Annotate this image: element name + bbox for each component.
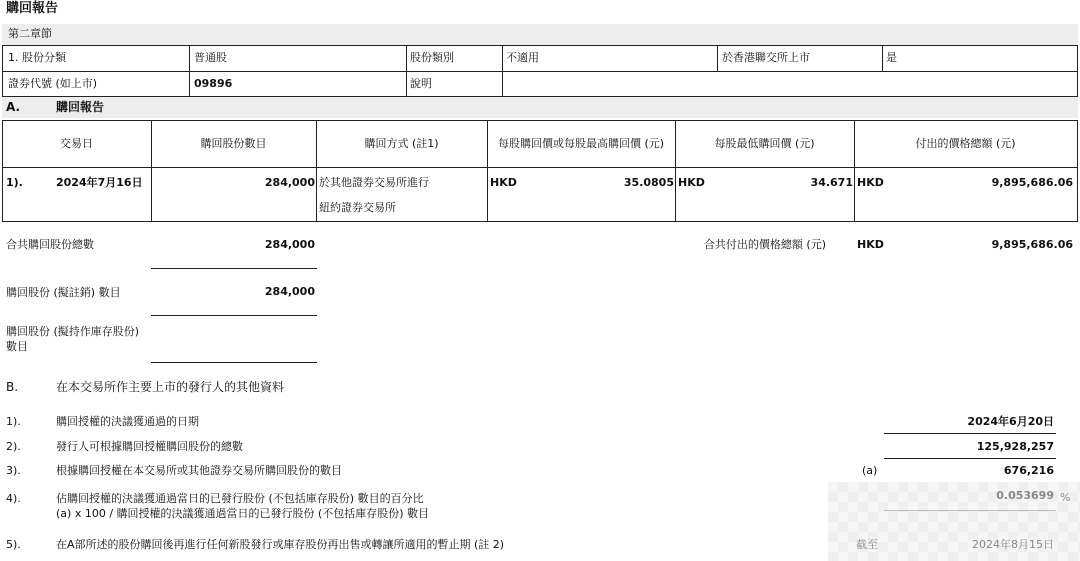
percent-unit: % [1060, 491, 1071, 504]
grid-line [2, 120, 3, 221]
underline [884, 510, 1056, 511]
b-item-value: 676,216 [1003, 464, 1054, 477]
stock-code-value: 09896 [194, 77, 233, 90]
b-item-text: 發行人可根據購回授權購回股份的總數 [56, 440, 243, 453]
b-item-value: 125,928,257 [976, 440, 1054, 453]
grid-line [502, 45, 503, 96]
section-b-label: B. [6, 380, 19, 394]
b-item-value: 2024年6月20日 [967, 415, 1054, 428]
row-low-currency: HKD [678, 176, 705, 189]
b-item-value: 0.053699 [996, 489, 1054, 502]
col-header-shares: 購回股份數目 [200, 137, 267, 150]
row-index: 1). [6, 176, 23, 189]
row-date: 2024年7月16日 [56, 176, 143, 189]
grid-line [854, 120, 855, 221]
grid-line [406, 45, 407, 96]
section-a-bar [2, 97, 1078, 118]
col-header-method: 購回方式 (註1) [364, 137, 439, 150]
grid-line [675, 120, 676, 221]
report-title: 購回報告 [6, 1, 59, 16]
underline [151, 315, 317, 316]
b-item-text: 購回授權的決議獲通過的日期 [56, 415, 199, 428]
treasury-shares-label-2: 數目 [6, 340, 28, 353]
share-type-label: 股份類別 [410, 51, 454, 64]
underline [884, 433, 1056, 434]
stock-code-label: 證券代號 (如上市) [8, 77, 98, 90]
row-total-price: 9,895,686.06 [991, 176, 1073, 189]
grid-line [151, 120, 152, 221]
row-high-currency: HKD [490, 176, 517, 189]
grid-line [189, 45, 190, 96]
grid-line [2, 71, 1078, 72]
total-shares-value: 284,000 [264, 238, 315, 251]
row-low-price: 34.671 [810, 176, 853, 189]
col-header-high-price: 每股購回價或每股最高購回價 (元) [497, 137, 665, 150]
total-price-currency: HKD [857, 238, 884, 251]
section-a-title: 購回報告 [56, 100, 105, 114]
row-method-line2: 紐約證券交易所 [319, 201, 396, 214]
section-b-title: 在本交易所作主要上市的發行人的其他資料 [56, 380, 285, 394]
b-item-index: 3). [6, 464, 21, 477]
b-item-index: 4). [6, 492, 21, 505]
grid-line [1077, 120, 1078, 221]
treasury-shares-label: 購回股份 (擬持作庫存股份) [6, 325, 140, 338]
b-item-value: 2024年8月15日 [972, 538, 1054, 551]
row-total-currency: HKD [857, 176, 884, 189]
b-item-text: 佔購回授權的決議獲通過當日的已發行股份 (不包括庫存股份) 數目的百分比 [56, 492, 424, 505]
b-item-text: 在A部所述的股份購回後再進行任何新股發行或庫存股份再出售或轉讓所適用的暫止期 (註 2) [56, 538, 505, 551]
underline [151, 268, 317, 269]
share-type-value: 不適用 [506, 51, 539, 64]
row-method-line1: 於其他證券交易所進行 [319, 176, 429, 189]
section-a-label: A. [6, 100, 21, 114]
b-item-tag: (a) [862, 464, 878, 477]
underline [884, 458, 1056, 459]
cancel-shares-value: 284,000 [264, 285, 315, 298]
b-item-text-2: (a) x 100 / 購回授權的決議獲通過當日的已發行股份 (不包括庫存股份) 數目 [56, 507, 430, 520]
col-header-low-price: 每股最低購回價 (元) [714, 137, 815, 150]
description-label: 說明 [410, 77, 432, 90]
total-shares-label: 合共購回股份總數 [6, 238, 94, 251]
chapter-label: 第二章節 [8, 27, 52, 40]
b-item-index: 1). [6, 415, 21, 428]
total-price-value: 9,895,686.06 [991, 238, 1073, 251]
grid-line [487, 120, 488, 221]
grid-line [2, 167, 1078, 168]
b-item-text: 根據購回授權在本交易所或其他證券交易所購回股份的數目 [56, 464, 342, 477]
b-item-index: 2). [6, 440, 21, 453]
grid-line [1077, 45, 1078, 96]
row-high-price: 35.0805 [623, 176, 674, 189]
share-class-label: 1. 股份分類 [8, 51, 66, 64]
grid-line [2, 45, 3, 96]
grid-line [882, 45, 883, 71]
b-item-index: 5). [6, 538, 21, 551]
underline [151, 362, 317, 363]
listed-value: 是 [886, 51, 897, 64]
grid-line [2, 221, 1078, 222]
b-item-tag: 截至 [856, 538, 878, 551]
cancel-shares-label: 購回股份 (擬註銷) 數目 [6, 286, 121, 299]
listed-label: 於香港聯交所上市 [722, 51, 810, 64]
grid-line [2, 120, 1078, 121]
grid-line [316, 120, 317, 221]
col-header-total-price: 付出的價格總額 (元) [915, 137, 1016, 150]
chapter-bar [2, 24, 1078, 45]
row-shares: 284,000 [264, 176, 315, 189]
col-header-date: 交易日 [60, 137, 93, 150]
share-class-value: 普通股 [194, 51, 227, 64]
grid-line [717, 45, 718, 71]
total-price-label: 合共付出的價格總額 (元) [703, 238, 826, 251]
grid-line [2, 45, 1078, 46]
